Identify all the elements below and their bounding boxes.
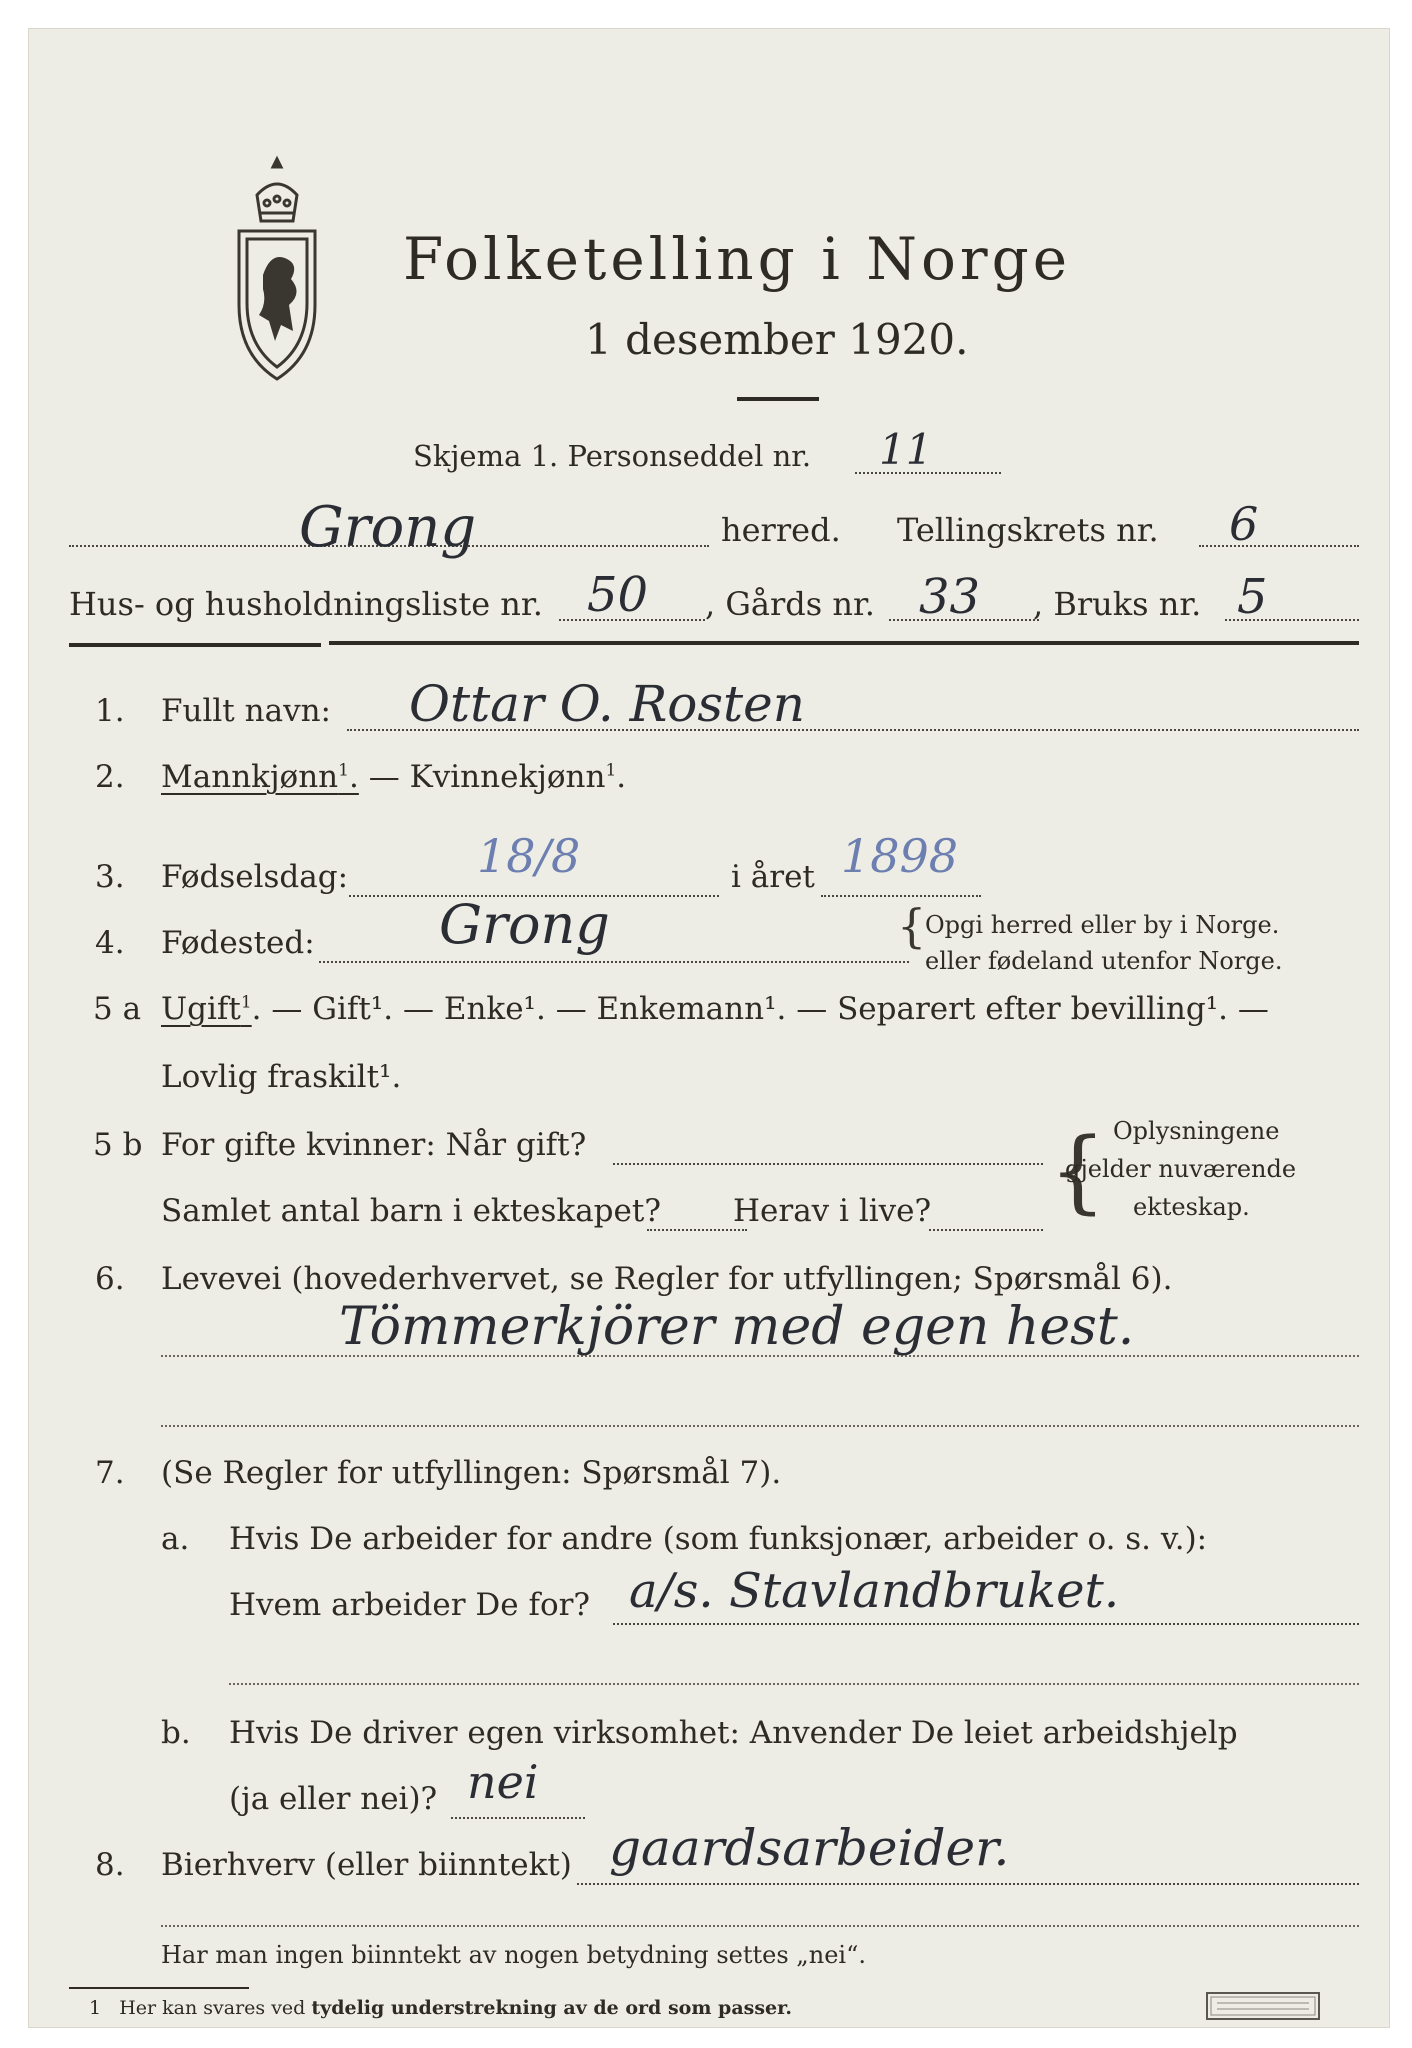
husholdningsliste-label: Hus- og husholdningsliste nr.: [69, 585, 543, 623]
footnote-divider: [69, 1987, 249, 1989]
q2-female-option: Kvinnekjønn$^1$.: [409, 759, 627, 795]
husholdningsliste-value: 50: [587, 567, 649, 623]
q3-label: Fødselsdag:: [161, 859, 349, 895]
q8-side-occupation-value: gaardsarbeider.: [609, 1819, 1010, 1877]
q5b-when-married-dotted-line: [613, 1163, 1043, 1165]
q5b-alive-label: Herav i live?: [733, 1193, 932, 1229]
herred-label: herred.: [721, 511, 841, 549]
q7-label: (Se Regler for utfyllingen: Spørsmål 7).: [161, 1455, 782, 1491]
q5b-note-line2: gjelder nuværende: [1065, 1155, 1297, 1183]
q5a-number: 5 a: [93, 991, 142, 1027]
q5b-note-brace: {: [1049, 1119, 1107, 1224]
q3-year-label: i året: [731, 859, 815, 895]
q8-number: 8.: [95, 1847, 125, 1883]
q4-number: 4.: [95, 925, 125, 961]
q7a-text: Hvis De arbeider for andre (som funksjonær, arbeider o. s. v.):: [229, 1521, 1208, 1557]
q4-note-brace: {: [897, 899, 927, 953]
q5b-note-line3: ekteskap.: [1133, 1193, 1250, 1221]
bottom-instruction: Har man ingen biinntekt av nogen betydning settes „nei“.: [161, 1941, 866, 1969]
q8-dotted-line-2: [161, 1925, 1359, 1927]
tellingskrets-label: Tellingskrets nr.: [897, 511, 1159, 549]
form-title: Folketelling i Norge: [403, 225, 1072, 293]
q5a-marital-options: Ugift$^1$. — Gift¹. — Enke¹. — Enkemann¹. — Separert efter bevilling¹. —: [161, 991, 1269, 1027]
q5b-children-label: Samlet antal barn i ekteskapet?: [161, 1193, 661, 1229]
q7a-dotted-line: [613, 1623, 1359, 1625]
q6-dotted-line-2: [161, 1425, 1359, 1427]
gards-value: 33: [919, 569, 981, 625]
q1-number: 1.: [95, 693, 125, 729]
q6-number: 6.: [95, 1261, 125, 1297]
q7a-dotted-line-2: [229, 1683, 1359, 1685]
q5b-note-line1: Oplysningene: [1113, 1117, 1280, 1145]
section-divider-right: [329, 641, 1359, 645]
section-divider-left: [69, 643, 321, 647]
q6-label: Levevei (hovederhvervet, se Regler for utfyllingen; Spørsmål 6).: [161, 1261, 1173, 1297]
q1-full-name-value: Ottar O. Rosten: [409, 675, 805, 733]
q5a-line2: Lovlig fraskilt¹.: [161, 1059, 402, 1095]
personseddel-number-value: 11: [879, 425, 933, 474]
bruks-label: , Bruks nr.: [1033, 585, 1202, 623]
q7b-dotted-line: [451, 1817, 585, 1819]
bruks-value: 5: [1237, 569, 1268, 625]
q7b-text: Hvis De driver egen virksomhet: Anvender De leiet arbeidshjelp: [229, 1715, 1238, 1751]
q5b-children-dotted-line: [647, 1229, 747, 1231]
q2-gender-options: Mannkjønn$^1$. — Kvinnekjønn$^1$.: [161, 759, 627, 795]
gards-label: , Gårds nr.: [705, 585, 875, 623]
q3-number: 3.: [95, 859, 125, 895]
q7-number: 7.: [95, 1455, 125, 1491]
printer-mark-stamp: [1205, 1991, 1321, 2021]
q2-number: 2.: [95, 759, 125, 795]
q5b-alive-dotted-line: [929, 1229, 1043, 1231]
q7a-letter: a.: [161, 1521, 190, 1557]
q7a-employer-value: a/s. Stavlandbruket.: [629, 1563, 1120, 1619]
q5a-ugift-option-underlined: Ugift$^1$: [161, 991, 252, 1027]
census-date: 1 desember 1920.: [585, 315, 969, 364]
q4-dotted-line: [319, 961, 909, 963]
title-divider: [737, 397, 819, 401]
q5b-when-married-label: For gifte kvinner: Når gift?: [161, 1127, 587, 1163]
q1-label: Fullt navn:: [161, 693, 331, 729]
q4-note-line2: eller fødeland utenfor Norge.: [925, 947, 1283, 975]
q7b-question-label: (ja eller nei)?: [229, 1781, 438, 1817]
q8-label: Bierhverv (eller biinntekt): [161, 1847, 572, 1883]
q4-birthplace-value: Grong: [439, 893, 610, 956]
q8-dotted-line: [577, 1883, 1359, 1885]
q2-male-option-underlined: Mannkjønn$^1$.: [161, 759, 359, 795]
q5b-number: 5 b: [93, 1127, 143, 1163]
census-form-sheet: [28, 28, 1390, 2028]
q3-year-dotted-line: [821, 895, 981, 897]
norwegian-coat-of-arms-icon: [229, 155, 325, 385]
q3-birthday-value: 18/8: [477, 829, 581, 883]
q4-label: Fødested:: [161, 925, 315, 961]
skjema-label: Skjema 1. Personseddel nr.: [413, 439, 812, 473]
tellingskrets-value: 6: [1229, 497, 1259, 551]
q4-note-line1: Opgi herred eller by i Norge.: [925, 911, 1280, 939]
footnote: 1 Her kan svares ved tydelig understrekning av de ord som passer.: [89, 1997, 792, 2019]
q7b-letter: b.: [161, 1715, 191, 1751]
tellingskrets-dotted-line: [1199, 545, 1359, 547]
herred-value: Grong: [299, 495, 477, 560]
q6-occupation-value: Tömmerkjörer med egen hest.: [339, 1297, 1135, 1357]
q7b-answer-value: nei: [467, 1755, 539, 1809]
q7a-employer-label: Hvem arbeider De for?: [229, 1587, 591, 1623]
q3-birth-year-value: 1898: [841, 829, 959, 883]
